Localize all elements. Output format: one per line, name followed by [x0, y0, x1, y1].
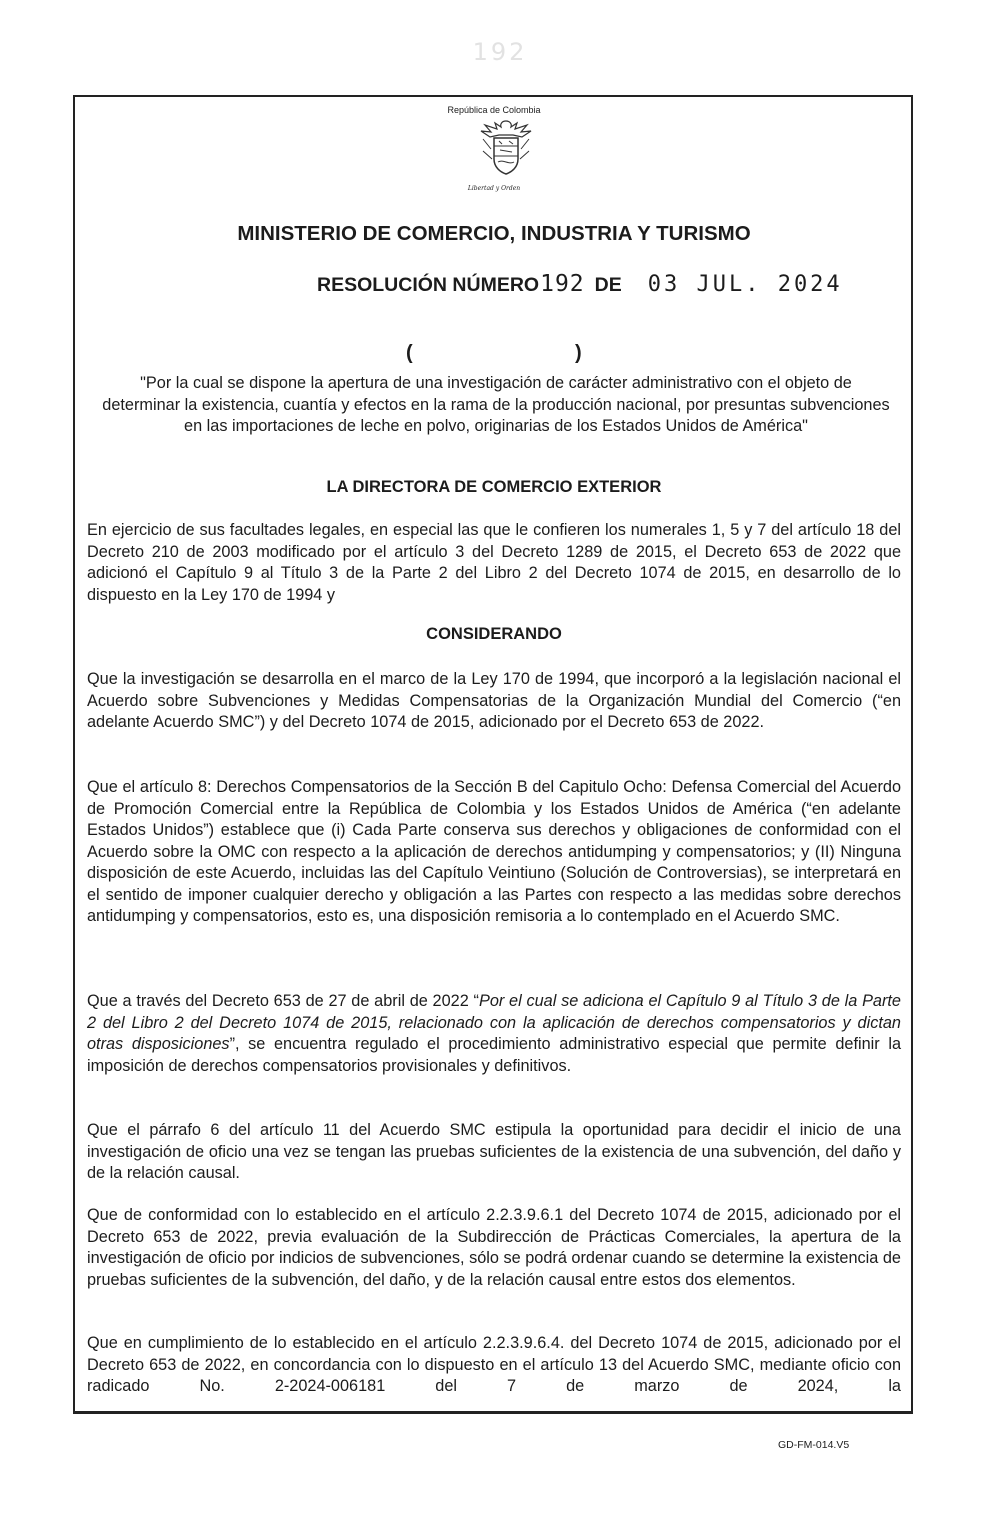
considerando-paragraph-6: Que en cumplimiento de lo establecido en el artículo 2.2.3.9.6.4. del Decreto 1074 de 2015, adicionado por el Decreto 653 de 2022, en concordancia con lo dispuesto en el artículo 13 del Acuerdo SMC, mediante oficio con radicado No. 2-2024-006181 del 7 de marzo de 2024, la	[87, 1334, 901, 1395]
considerando-heading: CONSIDERANDO	[426, 625, 562, 643]
ministry-title: MINISTERIO DE COMERCIO, INDUSTRIA Y TURISMO	[237, 222, 751, 245]
paren-close: )	[575, 342, 582, 364]
paragraph-3-intro: Que a través del Decreto 653 de 27 de abril de 2022 “	[87, 992, 479, 1010]
paragraph-3-rest: ”, se encuentra regulado el procedimiento administrativo especial que permite definir la imposición de derechos compensatorios provisionales y definitivos.	[87, 1035, 902, 1075]
resolution-subject: "Por la cual se dispone la apertura de una investigación de carácter administrativo con el objeto de determinar la existencia, cuantía y efectos en la rama de la producción nacional, por presuntas subvenciones en las importaciones de leche en polvo, originarias de los Estados Unidos de América"	[102, 374, 890, 435]
form-code: GD-FM-014.V5	[778, 1439, 850, 1451]
coat-of-arms-icon	[475, 119, 537, 177]
authority-heading: LA DIRECTORA DE COMERCIO EXTERIOR	[326, 478, 662, 496]
faint-stamp-number: 192	[472, 38, 528, 66]
resolution-label: RESOLUCIÓN NÚMERO	[317, 274, 540, 296]
resolution-date: 03 JUL. 2024	[647, 272, 843, 297]
country-name: República de Colombia	[447, 105, 541, 115]
resolution-line	[317, 271, 843, 297]
preamble-paragraph: En ejercicio de sus facultades legales, en especial las que le confieren los numerales 1, 5 y 7 del artículo 18 del Decreto 210 de 2003 modificado por el artículo 3 del Decreto 1289 de 2015, el Decreto 653 de 2022 que adicionó el Capítulo 9 al Título 3 de la Parte 2 del Libro 2 del Decreto 1074 de 2015, en desarrollo de lo dispuesto en la Ley 170 de 1994 y	[87, 521, 901, 604]
considerando-paragraph-2: Que el artículo 8: Derechos Compensatorios de la Sección B del Capitulo Ocho: Defensa Comercial del Acuerdo de Promoción Comercial entre la República de Colombia y los Estados Unidos de América (“en adelante Estados Unidos”) establece que (i) Cada Parte conserva sus derechos y obligaciones de conformidad con el Acuerdo sobre la OMC con respecto a la aplicación de derechos antidumping y compensatorios; y (II) Ninguna disposición de este Acuerdo, incluidas las del Capítulo Veintiuno (Solución de Controversias), se interpretará en el sentido de imponer cualquier derecho y obligación a las Partes con respecto a las medidas sobre derechos antidumping y compensatorios, esto es, una disposición remisoria a lo contemplado en el Acuerdo SMC.	[87, 778, 901, 925]
considerando-paragraph-4: Que el párrafo 6 del artículo 11 del Acuerdo SMC estipula la oportunidad para decidir el inicio de una investigación de oficio una vez se tengan las pruebas suficientes de la existencia de una subvención, del daño y de la relación causal.	[87, 1121, 901, 1182]
considerando-paragraph-5: Que de conformidad con lo establecido en el artículo 2.2.3.9.6.1 del Decreto 1074 de 2015, adicionado por el Decreto 653 de 2022, previa evaluación de la Subdirección de Prácticas Comerciales, la apertura de la investigación de oficio por indicios de subvenciones, sólo se podrá ordenar cuando se determine la existencia de pruebas suficientes de la subvención, del daño, y de la relación causal entre estos dos elementos.	[87, 1206, 901, 1289]
decree-title-italic: Por el cual se adiciona el Capítulo 9 al Título 3 de la Parte 2 del Libro 2 del Decreto 1074 de 2015, relacionado con la aplicación de derechos compensatorios y dictan otras disposiciones	[87, 992, 901, 1053]
considerando-paragraph-1: Que la investigación se desarrolla en el marco de la Ley 170 de 1994, que incorporó a la legislación nacional el Acuerdo sobre Subvenciones y Medidas Compensatorias de la Organización Mundial del Comercio (“en adelante Acuerdo SMC”) y del Decreto 1074 de 2015, adicionado por el Decreto 653 de 2022.	[87, 670, 901, 731]
resolution-number: 192	[540, 271, 585, 297]
document-frame	[73, 95, 913, 1414]
motto: Libertad y Orden	[467, 185, 521, 192]
paren-open: (	[406, 342, 413, 364]
considerando-paragraph-3	[87, 991, 901, 1077]
date-connector: DE	[594, 274, 622, 296]
